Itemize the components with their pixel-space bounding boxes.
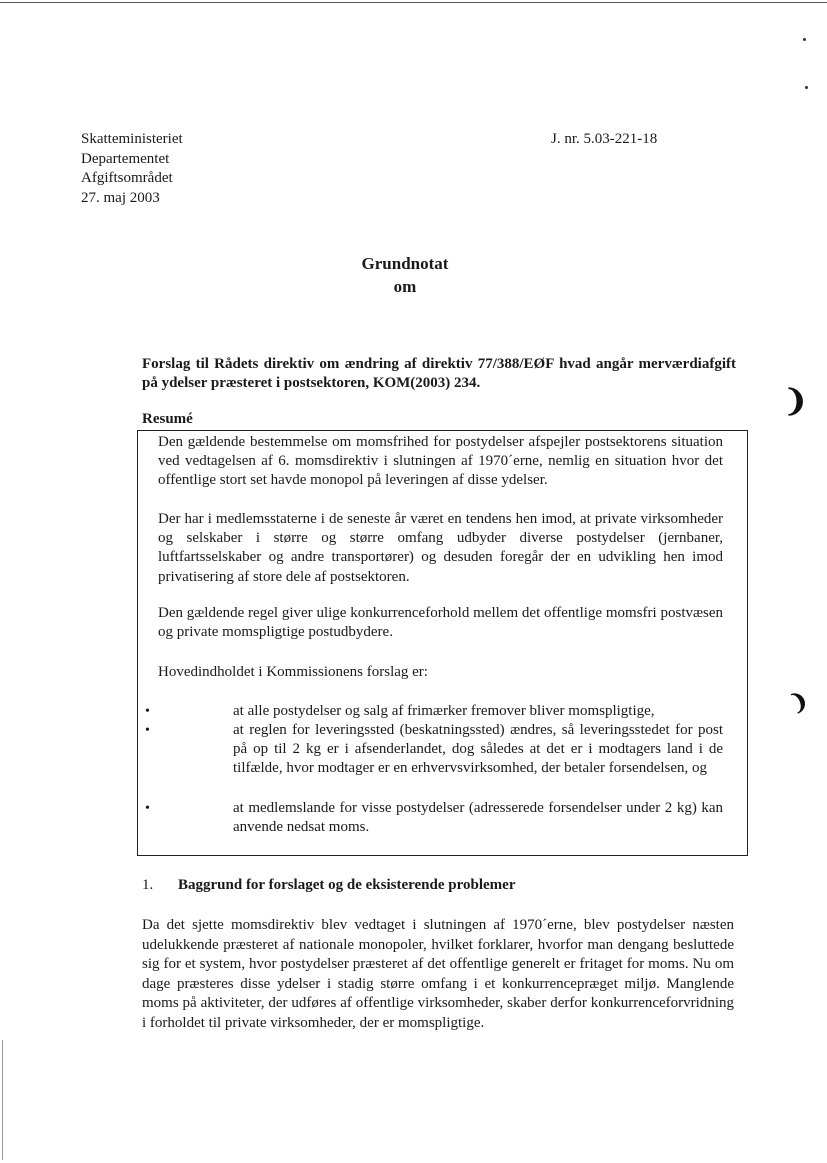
bullet-item: at reglen for leveringssted (beskatningssted) ændres, så leveringsstedet for post på op til 2 kg er i afsenderlandet, dog således at det er i modtagers land i de tilfælde, hvor modtager er en erhvervsvirksomhed, der betaler forsendelsen, og <box>233 722 723 777</box>
document-title: Grundnotat <box>361 254 449 273</box>
document-title-sub: om <box>393 277 417 296</box>
sender-block <box>81 130 183 208</box>
scan-left-edge <box>2 1040 3 1160</box>
scan-top-rule <box>0 2 827 3</box>
section-number: 1. <box>142 877 154 893</box>
journal-number: J. nr. 5.03-221-18 <box>551 131 658 147</box>
ministry-name: Skatteministeriet <box>81 131 183 147</box>
resume-paragraph: Den gældende regel giver ulige konkurrenceforhold mellem det offentlige momsfri postvæsen og private momspligtige postudbydere. <box>158 605 723 641</box>
division-name: Afgiftsområdet <box>81 170 173 186</box>
resume-paragraph: Der har i medlemsstaterne i de seneste år været en tendens hen imod, at private virksomheder og selskaber i større og større omfang udbyder diverse postydelser (jernbaner, luftfartsselskaber og andre transportører) og desuden foregår der en udvikling hen imod privatisering af store dele af postsektoren. <box>158 511 723 585</box>
punch-hole-mark: ❩ <box>786 686 812 717</box>
resume-paragraph: Den gældende bestemmelse om momsfrihed for postydelser afspejler postsektorens situation ved vedtagelsen af 6. momsdirektiv i slutningen af 1970´erne, nemlig en situation hvor det offentlige stort set havde monopol på leveringen af disse ydelser. <box>158 434 723 489</box>
document-date: 27. maj 2003 <box>81 189 160 206</box>
bullet-item: at medlemslande for visse postydelser (adresserede forsendelser under 2 kg) kan anvende nedsat moms. <box>233 800 723 836</box>
scan-speck <box>803 38 806 41</box>
punch-hole-mark: ❩ <box>783 385 809 418</box>
bullet-item: at alle postydelser og salg af frimærker fremover bliver momspligtige, <box>233 703 655 719</box>
bullet-icon: • <box>145 723 150 738</box>
section-title: Baggrund for forslaget og de eksisterende problemer <box>178 877 516 893</box>
document-subject: Forslag til Rådets direktiv om ændring af direktiv 77/388/EØF hvad angår merværdiafgift på ydelser præsteret i postsektoren, KOM(2003) 234. <box>142 356 736 391</box>
bullet-icon: • <box>145 704 150 719</box>
resume-box <box>137 430 748 856</box>
section-paragraph: Da det sjette momsdirektiv blev vedtaget i slutningen af 1970´erne, blev postydelser næsten udelukkende præsteret af nationale monopoler, hvilket forklarer, hvorfor man dengang besluttede sig for et system, hvor postydelser præsteret af det offentlige generelt er fritaget for moms. Nu om dage præsteres disse ydelser i stadig større omfang i et konkurrencepræget miljø. Manglende moms på aktiviteter, der udføres af offentlige virksomheder, skaber derfor konkurrenceforvridning i forholdet til private virksomheder, der er momspligtige. <box>142 917 734 1031</box>
scan-speck <box>805 86 808 89</box>
resume-heading: Resumé <box>142 411 193 427</box>
resume-paragraph: Hovedindholdet i Kommissionens forslag er: <box>158 664 428 680</box>
bullet-icon: • <box>145 801 150 816</box>
department-name: Departementet <box>81 150 170 167</box>
